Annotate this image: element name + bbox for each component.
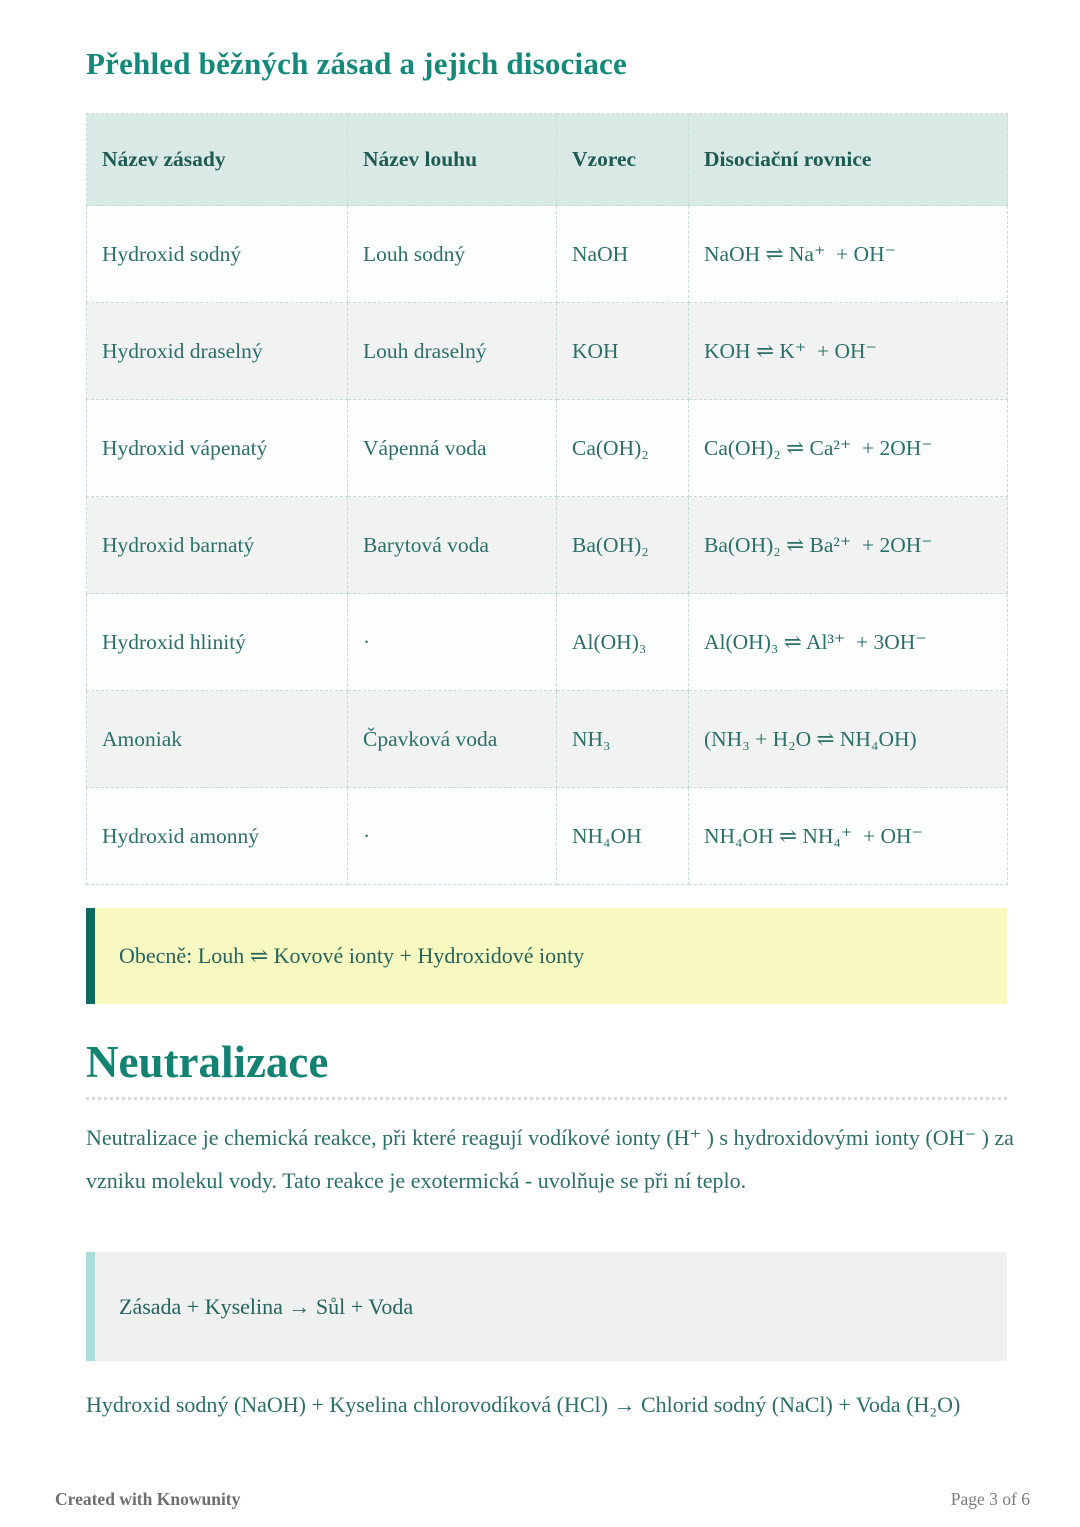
cell-vzorec: Ba(OH)₂ [557, 497, 689, 594]
cell-nazev-louhu: Louh sodný [348, 206, 557, 303]
cell-vzorec: NaOH [557, 206, 689, 303]
cell-rovnice: NaOH ⇌ Na⁺ + OH⁻ [689, 206, 1008, 303]
cell-vzorec: Al(OH)₃ [557, 594, 689, 691]
table-row [87, 594, 1008, 691]
cell-rovnice: Ca(OH)₂ ⇌ Ca²⁺ + 2OH⁻ [689, 400, 1008, 497]
cell-nazev-louhu: Barytová voda [348, 497, 557, 594]
cell-rovnice: KOH ⇌ K⁺ + OH⁻ [689, 303, 1008, 400]
table-header [87, 114, 1008, 206]
cell-nazev-zasady: Hydroxid draselný [87, 303, 348, 400]
table-row [87, 206, 1008, 303]
footer-branding: Created with Knowunity [55, 1489, 241, 1509]
column-header-nazev-louhu: Název louhu [348, 114, 557, 206]
neutralization-definition-paragraph: Neutralizace je chemická reakce, při které reagují vodíkové ionty (H⁺ ) s hydroxidovými ionty (OH⁻ ) za vzniku molekul vody. Tato reakce je exotermická - uvolňuje se při ní teplo. [86, 1125, 1014, 1193]
cell-nazev-zasady: Hydroxid hlinitý [87, 594, 348, 691]
cell-nazev-zasady: Hydroxid barnatý [87, 497, 348, 594]
cell-vzorec: Ca(OH)₂ [557, 400, 689, 497]
cell-nazev-zasady: Hydroxid sodný [87, 206, 348, 303]
cell-rovnice: Ba(OH)₂ ⇌ Ba²⁺ + 2OH⁻ [689, 497, 1008, 594]
general-rule-text: Obecně: Louh ⇌ Kovové ionty + Hydroxidové ionty [119, 943, 585, 968]
cell-vzorec: KOH [557, 303, 689, 400]
general-rule-callout [86, 908, 1007, 1004]
cell-nazev-zasady: Amoniak [87, 691, 348, 788]
cell-nazev-louhu: Louh draselný [348, 303, 557, 400]
footer-page-number: Page 3 of 6 [950, 1489, 1030, 1509]
cell-nazev-louhu: Vápenná voda [348, 400, 557, 497]
table-row [87, 303, 1008, 400]
table-row [87, 497, 1008, 594]
table-header-row [87, 114, 1008, 206]
cell-vzorec: NH₄OH [557, 788, 689, 885]
cell-nazev-zasady: Hydroxid amonný [87, 788, 348, 885]
table-row [87, 400, 1008, 497]
table-row [87, 788, 1008, 885]
section-title-neutralization: Neutralizace [86, 1037, 329, 1087]
cell-rovnice: Al(OH)₃ ⇌ Al³⁺ + 3OH⁻ [689, 594, 1008, 691]
column-header-vzorec: Vzorec [557, 114, 689, 206]
cell-vzorec: NH₃ [557, 691, 689, 788]
column-header-nazev-zasady: Název zásady [87, 114, 348, 206]
bases-dissociation-table [86, 113, 1008, 885]
cell-nazev-louhu-empty: · [348, 788, 557, 885]
table-row [87, 691, 1008, 788]
cell-nazev-zasady: Hydroxid vápenatý [87, 400, 348, 497]
cell-rovnice: (NH₃ + H₂O ⇌ NH₄OH) [689, 691, 1008, 788]
neutralization-rule-callout [86, 1252, 1007, 1361]
cell-nazev-louhu-empty: · [348, 594, 557, 691]
dotted-divider [86, 1097, 1007, 1100]
section-title-bases: Přehled běžných zásad a jejich disociace [86, 46, 627, 81]
cell-rovnice: NH₄OH ⇌ NH₄⁺ + OH⁻ [689, 788, 1008, 885]
column-header-disociacni-rovnice: Disociační rovnice [689, 114, 1008, 206]
cell-nazev-louhu: Čpavková voda [348, 691, 557, 788]
neutralization-example-paragraph: Hydroxid sodný (NaOH) + Kyselina chlorovodíková (HCl) → Chlorid sodný (NaCl) + Voda (H₂O) [86, 1392, 961, 1417]
neutralization-rule-text: Zásada + Kyselina → Sůl + Voda [119, 1293, 414, 1319]
